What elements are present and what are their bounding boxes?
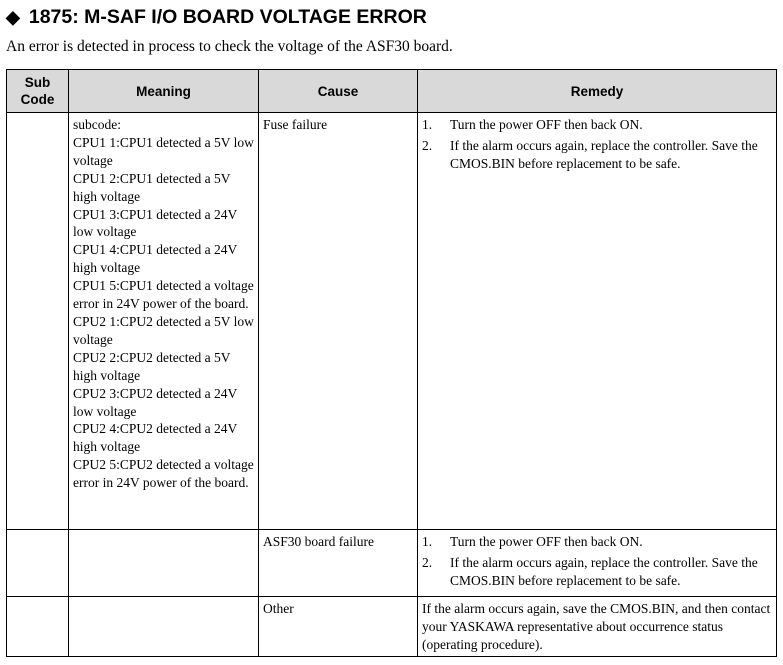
- table-header-row: [7, 70, 777, 113]
- header-remedy: Remedy: [418, 70, 777, 113]
- cause-cell: ASF30 board failure: [259, 530, 418, 597]
- header-cause: Cause: [259, 70, 418, 113]
- meaning-line: CPU1 2:CPU1 detected a 5V high voltage: [73, 170, 231, 204]
- cause-cell: Other: [259, 596, 418, 657]
- meaning-line: CPU1 5:CPU1 detected a voltage error in 24V power of the board.: [73, 278, 254, 312]
- remedy-cell: [418, 113, 777, 530]
- diamond-bullet-icon: ◆: [6, 6, 20, 27]
- table-row: [7, 596, 777, 657]
- meaning-line: subcode:: [73, 117, 121, 132]
- meaning-line: CPU2 4:CPU2 detected a 24V high voltage: [73, 421, 237, 455]
- remedy-step: 2. If the alarm occurs again, replace the controller. Save the CMOS.BIN before replacement to be safe.: [422, 137, 758, 171]
- page-title-text: 1875: M-SAF I/O BOARD VOLTAGE ERROR: [28, 5, 427, 28]
- sub-code-cell: [7, 596, 69, 657]
- alarm-table: [6, 69, 777, 657]
- meaning-line: CPU1 4:CPU1 detected a 24V high voltage: [73, 242, 237, 276]
- meaning-line: CPU2 3:CPU2 detected a 24V low voltage: [73, 385, 237, 419]
- remedy-list: [422, 116, 772, 173]
- remedy-step: 2. If the alarm occurs again, replace the controller. Save the CMOS.BIN before replacement to be safe.: [422, 554, 758, 588]
- sub-code-cell: [7, 530, 69, 597]
- table-row: [7, 113, 777, 530]
- header-sub-code: Sub Code: [7, 70, 69, 113]
- remedy-cell: If the alarm occurs again, save the CMOS.BIN, and then contact your YASKAWA representative about occurrence status (operating procedure).: [418, 596, 777, 657]
- meaning-line: CPU2 5:CPU2 detected a voltage error in 24V power of the board.: [73, 457, 254, 491]
- header-meaning: Meaning: [69, 70, 259, 113]
- meaning-cell: [69, 113, 259, 530]
- remedy-step: 1. Turn the power OFF then back ON.: [422, 534, 643, 549]
- intro-text: An error is detected in process to check the voltage of the ASF30 board.: [6, 38, 453, 55]
- meaning-line: CPU2 2:CPU2 detected a 5V high voltage: [73, 349, 231, 383]
- sub-code-cell: [7, 113, 69, 530]
- meaning-line: CPU2 1:CPU2 detected a 5V low voltage: [73, 313, 254, 347]
- table-row: [7, 530, 777, 597]
- remedy-cell: [418, 530, 777, 597]
- remedy-step: 1. Turn the power OFF then back ON.: [422, 117, 643, 132]
- meaning-line: CPU1 1:CPU1 detected a 5V low voltage: [73, 134, 254, 168]
- page-title: [6, 4, 427, 30]
- cause-cell: Fuse failure: [259, 113, 418, 530]
- meaning-line: CPU1 3:CPU1 detected a 24V low voltage: [73, 206, 237, 240]
- meaning-cell: [69, 596, 259, 657]
- meaning-cell: [69, 530, 259, 597]
- remedy-list: [422, 533, 772, 590]
